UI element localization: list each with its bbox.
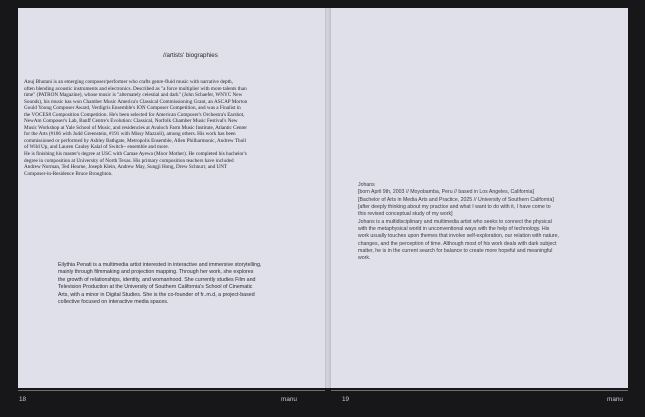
bio-eilythia bbox=[58, 262, 306, 306]
bio-anuj-line: NewAm Composer's Lab, Banff Centre's Evolution: Classical, Norfolk Chamber Music Festival's New bbox=[24, 118, 238, 125]
bio-johans-line: [born April 9th, 2003 // Moyobamba, Peru // based in Los Angeles, California] bbox=[358, 189, 534, 196]
bio-johans-line: [Bachelor of Arts in Media Arts and Practice, 2025 // University of Southern California] bbox=[358, 196, 554, 203]
running-footer-right: manu bbox=[607, 396, 623, 403]
bio-anuj-line: He is finishing his master's degree at USC with Camae Ayewa (Moor Mother). He completed his bachelor's bbox=[24, 151, 247, 158]
bio-anuj-line: Music Workshop at Yale School of Music, and residencies at Avaloch Farm Music Institute, Atlantic Center bbox=[24, 124, 247, 131]
bio-anuj-line: Gould Young Composer Award, Verdigris Ensemble's ION Composer Competition, and was a Finalist in bbox=[24, 105, 241, 112]
bio-johans-line: work. bbox=[358, 255, 371, 262]
bio-anuj-line: Andrew Norman, Ted Hearne, Joseph Klein, Andrew May, Sungji Hong, Drew Schnurr, and UNT bbox=[24, 164, 228, 171]
bio-anuj-line: the VOCES8 Composition Competition. He's been selected for American Composer's Orchestra's Earshot, bbox=[24, 111, 245, 118]
bio-anuj-line: degree in composition at University of North Texas. His primary composition teachers have included bbox=[24, 157, 234, 164]
bio-anuj-line: time" (PATRON Magazine), whose music is "alternately celestial and dark" (John Schaefer, WNYC New bbox=[24, 92, 243, 99]
left-page bbox=[18, 8, 325, 388]
bio-anuj-line: commissioned or performed by Ashley Bathgate, Metropolis Ensemble, Allen Philharmonic, Andrew Tholl bbox=[24, 137, 247, 144]
bio-johans-line: this revised conceptual study of my work] bbox=[358, 211, 453, 218]
right-page bbox=[331, 8, 628, 388]
bio-eilythia-line: Television Production at the University of Southern California's School of Cinematic bbox=[58, 284, 253, 291]
bio-johans-line: Johans is a multidisciplinary and multimedia artist who seeks to connect the physical bbox=[358, 218, 552, 225]
page-number-left: 18 bbox=[19, 396, 27, 403]
bio-johans-line: work usually touches upon themes that involve self-exploration, our relation with nature, bbox=[358, 233, 559, 240]
bio-johans-line: with the metaphysical world in unconventional ways with the help of technology. His bbox=[358, 226, 550, 233]
bio-johans-line: [after deeply thinking about my practice and what I want to do with it, I have come to bbox=[358, 204, 551, 211]
bio-johans bbox=[358, 182, 624, 263]
bio-anuj bbox=[24, 79, 324, 177]
bio-anuj-line: for the Arts (#186 with Judd Greenstein, #191 with Missy Mazzoli), among others. His work has been bbox=[24, 131, 236, 138]
bio-anuj-line: Anuj Bhutani is an emerging composer/performer who crafts genre-fluid music with narrative depth, bbox=[24, 79, 233, 85]
footer-rule-left bbox=[18, 390, 325, 391]
footer-rule-right bbox=[331, 390, 628, 391]
running-footer-left: manu bbox=[281, 396, 297, 403]
bio-anuj-line: of Wild Up, and Lauren Cauley Kalal of Switch~ ensemble and more. bbox=[24, 144, 169, 151]
bio-eilythia-line: mainly through filmmaking and projection mapping. Through her work, she explores bbox=[58, 269, 254, 276]
bio-johans-name: Johans bbox=[358, 182, 375, 188]
bio-eilythia-line: collective focused on interactive media spaces. bbox=[58, 299, 169, 306]
bio-johans-line: changes, and the perception of time. Although most of his work deals with dark subject bbox=[358, 240, 557, 247]
page-number-right: 19 bbox=[342, 396, 350, 403]
section-title: //artists' biographies bbox=[163, 52, 218, 59]
bio-eilythia-line: Arts, with a minor in Digital Studies. She is the co-founder of fr..m.d, a project-based bbox=[58, 291, 255, 298]
bio-johans-line: matter, he is in the current search for balance to create more hopeful and meaningful bbox=[358, 248, 553, 255]
bio-anuj-line: Composer-in-Residence Bruce Broughton. bbox=[24, 170, 113, 177]
bio-anuj-line: Sounds), his music has won Chamber Music America's Classical Commissioning Grant, an ASCAP Morton bbox=[24, 98, 248, 105]
bio-eilythia-line: the growth of relationships, identity, and womanhood. She currently studies Film and bbox=[58, 276, 256, 283]
bio-eilythia-line: Eilythia Penati is a multimedia artist interested in interactive and immersive storytelling, bbox=[58, 262, 262, 268]
bio-anuj-line: often blending acoustic instruments and electronics. Described as "a force multiplier with more talents than bbox=[24, 85, 247, 92]
